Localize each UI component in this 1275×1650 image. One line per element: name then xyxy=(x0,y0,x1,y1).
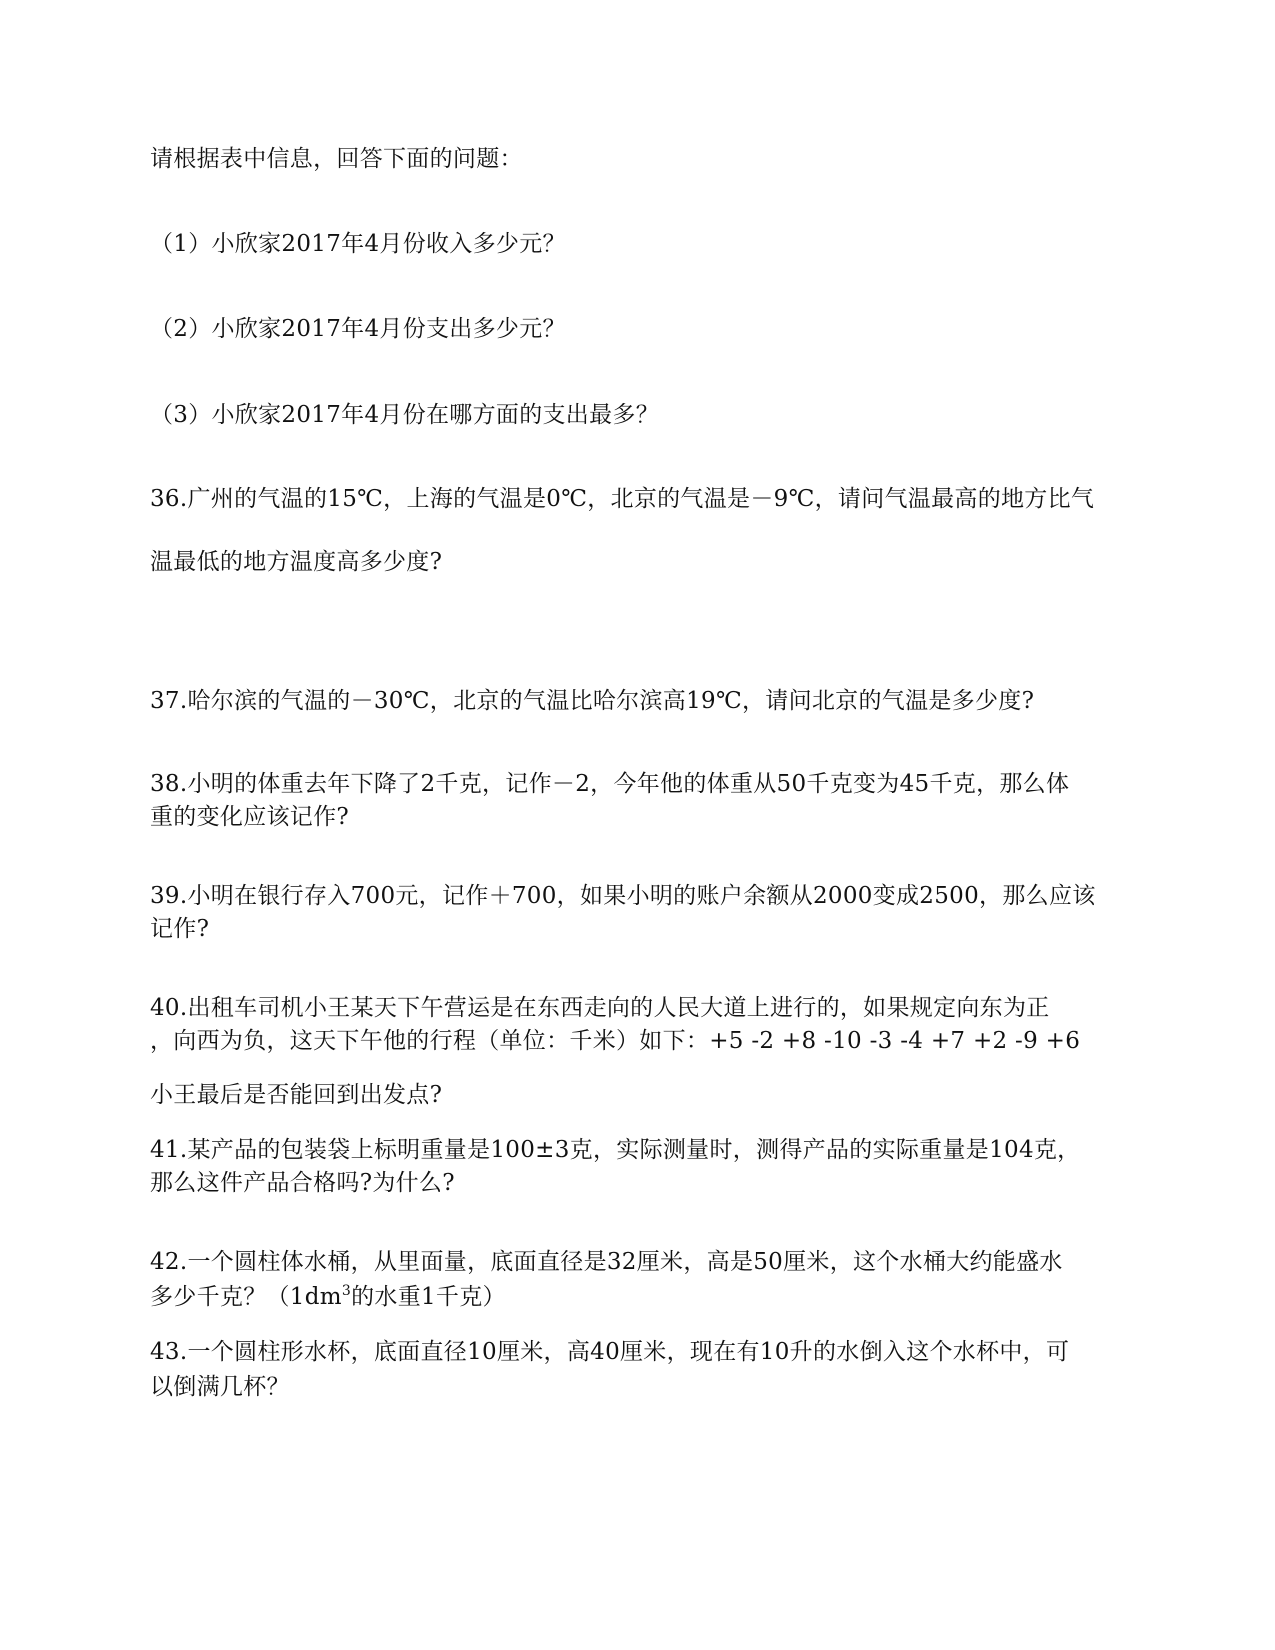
question-38-line-1: 38.小明的体重去年下降了2千克，记作－2，今年他的体重从50千克变为45千克，那么体 xyxy=(150,771,1070,797)
question-42-line-2-end: 的水重1千克） xyxy=(351,1284,506,1310)
intro-text: 请根据表中信息，回答下面的问题： xyxy=(150,146,523,172)
question-38-line-2: 重的变化应该记作? xyxy=(150,804,350,830)
superscript-3: 3 xyxy=(341,1283,352,1299)
question-42-line-2 xyxy=(150,1282,506,1315)
question-40-line-3: 小王最后是否能回到出发点? xyxy=(150,1082,443,1108)
sub-question-1: （1）小欣家2017年4月份收入多少元？ xyxy=(150,231,566,257)
question-43-line-2: 以倒满几杯？ xyxy=(150,1374,290,1400)
question-43-line-1: 43.一个圆柱形水杯，底面直径10厘米，高40厘米，现在有10升的水倒入这个水杯中，可 xyxy=(150,1339,1070,1365)
sub-question-2: （2）小欣家2017年4月份支出多少元？ xyxy=(150,316,566,342)
question-39-line-2: 记作? xyxy=(150,916,210,942)
question-39-line-1: 39.小明在银行存入700元，记作＋700，如果小明的账户余额从2000变成2500，那么应该 xyxy=(150,883,1096,909)
question-40-line-1: 40.出租车司机小王某天下午营运是在东西走向的人民大道上进行的，如果规定向东为正 xyxy=(150,995,1050,1021)
question-41-line-1: 41.某产品的包装袋上标明重量是100±3克，实际测量时，测得产品的实际重量是104克， xyxy=(150,1137,1081,1163)
question-40-line-2: ，向西为负，这天下午他的行程（单位：千米）如下：+5 -2 +8 -10 -3 -4 +7 +2 -9 +6 xyxy=(150,1028,1081,1054)
question-36-line-2: 温最低的地方温度高多少度? xyxy=(150,549,443,575)
question-42-line-2-start: 多少千克？（1dm xyxy=(150,1284,342,1310)
question-42-line-1: 42.一个圆柱体水桶，从里面量，底面直径是32厘米，高是50厘米，这个水桶大约能盛水 xyxy=(150,1249,1063,1275)
question-36-line-1: 36.广州的气温的15℃，上海的气温是0℃，北京的气温是－9℃，请问气温最高的地方比气 xyxy=(150,486,1095,512)
question-41-line-2: 那么这件产品合格吗?为什么? xyxy=(150,1170,455,1196)
question-37-line-1: 37.哈尔滨的气温的－30℃，北京的气温比哈尔滨高19℃，请问北京的气温是多少度? xyxy=(150,688,1035,714)
sub-question-3: （3）小欣家2017年4月份在哪方面的支出最多？ xyxy=(150,402,659,428)
